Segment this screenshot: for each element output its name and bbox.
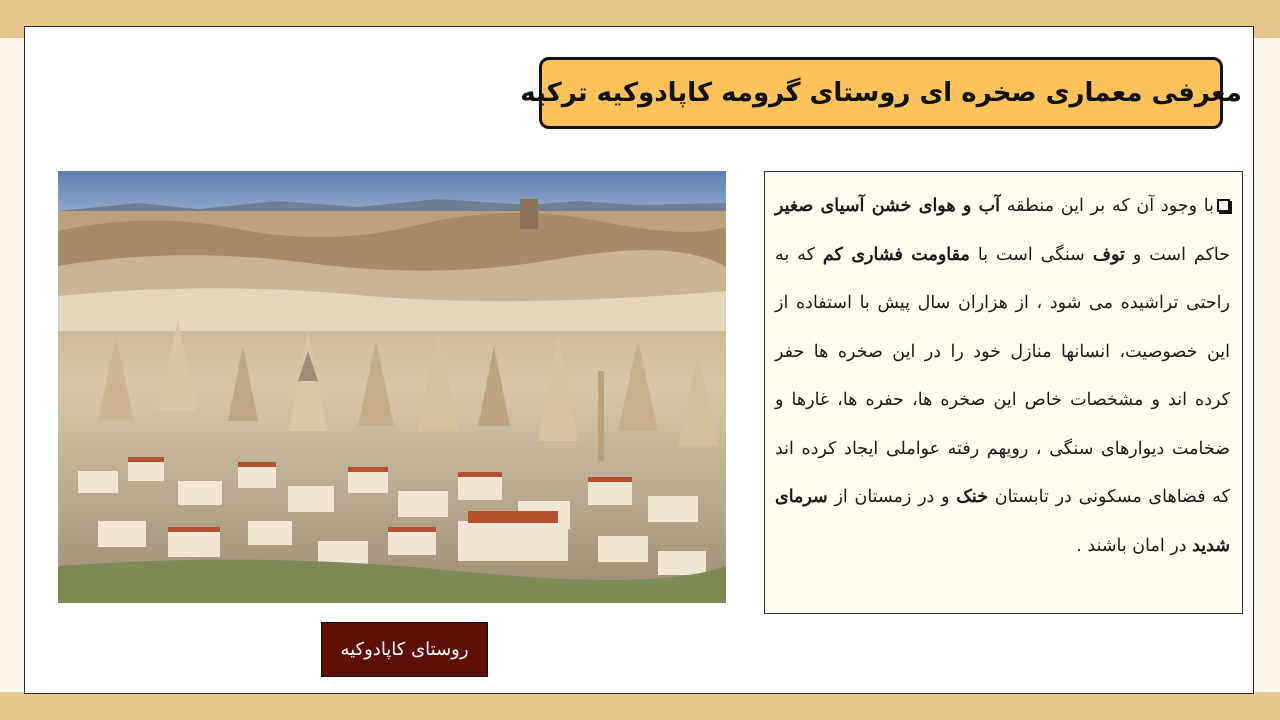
- text-segment: که به راحتی تراشیده می شود ، از هزاران سال پیش با استفاده از این خصوصیت، انسانها منازل خود را در این صخره ها حفر کرده اند و مشخصات خاص این صخره ها، حفره ها، غارها و ضخامت دیوارهای سنگی ، رویهم رفته عواملی ایجاد کرده اند که فضاهای مسکونی در تابستان: [775, 244, 1230, 507]
- text-segment: حاکم است و: [1124, 244, 1231, 265]
- text-bold-resistance: مقاومت فشاری کم: [822, 244, 970, 265]
- photo-caption: [321, 622, 488, 677]
- caption-label: روستای کاپادوکیه: [340, 639, 469, 660]
- slide-title: معرفی معماری صخره ای روستای گرومه کاپادوکیه ترکیه: [520, 78, 1242, 108]
- title-box: [520, 57, 1242, 129]
- slide-canvas: [24, 26, 1254, 694]
- bottom-decor-band: [0, 692, 1280, 720]
- text-segment: سنگی است با: [969, 244, 1093, 265]
- text-segment: در امان باشند .: [1076, 535, 1193, 556]
- text-bold-cool: خنک: [956, 487, 989, 507]
- text-bold-severe-cold: سرمای شدید: [775, 487, 1230, 556]
- text-bold-tuff: توف: [1092, 244, 1125, 265]
- text-segment: و در زمستان از: [827, 487, 957, 507]
- description-text-box: [764, 171, 1243, 614]
- checkbox-bullet-icon: [1217, 199, 1230, 212]
- cappadocia-village-photo: [58, 171, 726, 603]
- text-bold-climate: آب و هوای خشن آسیای صغیر: [775, 196, 1000, 216]
- text-segment: با وجود آن که بر این منطقه: [1000, 196, 1215, 216]
